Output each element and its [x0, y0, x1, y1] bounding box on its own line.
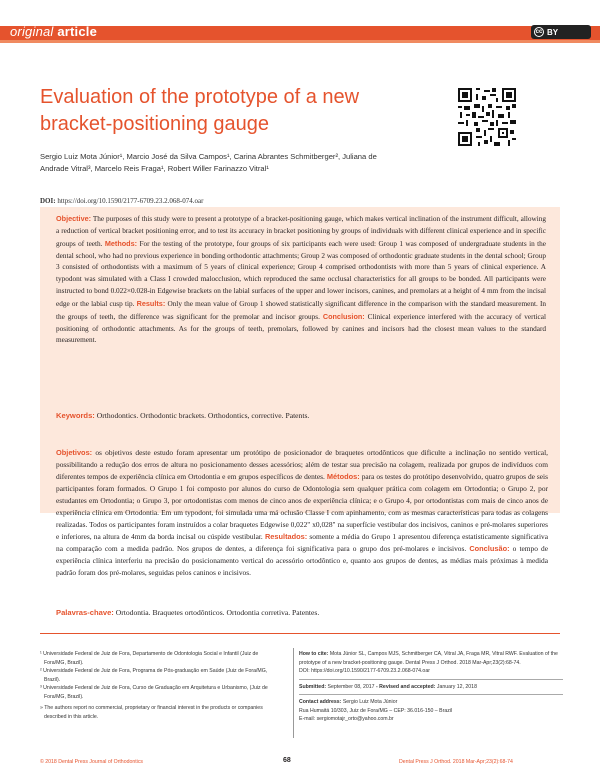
metodos-text: para os testes do protótipo desenvolvido, quatro grupos de seis participantes foram formados. O Grupo 1 foi composto por alunos do curso de Odontologia sem qualquer prática com colagem em Ortodontia; o Grupo 2, por estudantes em Ortodontia; o Grupo 3, por ortodontistas com menos de cinco anos de experiência clínica; e o Grupo 4, por ortodontistas com mais de cinco anos de experiência clínica em Ortodontia. Em um typodont, foi simulada uma má oclusão Classe I com apinhamento, com as mesmas características para todas as colagens realizadas. Todos os participantes foram instruídos a colar braquetes Edgewise 0,022" x0,028" na superfície vestibular dos incisivos, caninos e pré-molares superiores e inferiores, na altura de 4mm da borda incisal ou cúspide vestibular.: [56, 472, 548, 542]
doi-line: [40, 197, 203, 205]
section-label-bold: article: [57, 24, 98, 39]
qr-code-icon: [458, 88, 516, 146]
affiliation-3: ³ Universidade Federal de Juiz de Fora, Curso de Graduação em Arquitetura e Urbanismo, (Juiz de Fora/MG, Brazil).: [40, 685, 268, 700]
contact-address: Rua Humaitá 10/303, Juiz de Fora/MG – CEP: 36.016-150 – Brazil: [299, 707, 453, 714]
results-label: Results:: [136, 298, 166, 308]
resultados-text: somente a média do Grupo 1 apresentou diferença estatisticamente significativa na comparação com a medida padrão. Nos grupos de dentes, a diferença foi significativa para o grupo dos pré-molares e incisivos.: [56, 532, 548, 554]
palavras-label: Palavras-chave:: [56, 608, 114, 617]
page-footer: [0, 757, 600, 769]
affiliation-2: ² Universidade Federal de Juiz de Fora, Programa de Pós-graduação em Saúde (Juiz de Fora/MG, Brazil).: [40, 668, 268, 683]
citation-info: [299, 650, 563, 724]
doi-link[interactable]: https://doi.org/10.1590/2177-6709.23.2.068-074.oar: [57, 197, 204, 205]
cc-license-badge[interactable]: [531, 25, 591, 39]
conclusion-label: Conclusion:: [322, 311, 365, 321]
article-title: Evaluation of the prototype of a new bracket-positioning gauge: [40, 86, 360, 135]
accepted-date: January 12, 2018: [436, 683, 477, 690]
author-list: Sergio Luiz Mota Júnior¹, Marcio José da Silva Campos¹, Carina Abrantes Schmitberger², Juliana de Andrade Vitral³, Marcelo Reis Fraga¹, Robert Willer Farinazzo Vitral¹: [40, 152, 377, 173]
metodos-label: Métodos:: [326, 472, 360, 482]
footer-journal: Dental Press J Orthod. 2018 Mar-Apr;23(2):68-74: [399, 759, 513, 765]
header-stripe-light: [0, 40, 600, 43]
objective-text: The purposes of this study were to present a prototype of a bracket-positioning gauge, which makes vertical inclination of the instrument difficult, allowing a reduction of vertical bracket positioning error, and to test its accuracy in bracket positioning by groups of individuals with different clinical experience and in specific groups of teeth.: [56, 215, 546, 248]
doi-label: DOI:: [40, 197, 56, 205]
conclusao-label: Conclusão:: [469, 544, 510, 554]
methods-text: For the testing of the prototype, four groups of six participants each were used: Group 1 was composed of undergraduate students in the dental school, who had no previous experience in bonding orthodontic attachments; Group 2 was composed of orthodontic graduate students in the dental school; Group 3 consisted of orthodontists with a maximum of 5 years of clinical experience; Group 4 comprised orthodontists with more than 5 years of clinical experience. A typodont was simulated with a Class I crowded malocclusion, which reproduced the same occlusal characteristics for all groups to be bonded. All participants were instructed to bond 0.022×0.028-in Edgewise brackets on the labial surfaces of the upper and lower incisors, canines, and premolars at a height of 4 mm from the incisal edge or the labial cusp tip.: [56, 239, 546, 308]
page-number: 68: [283, 757, 291, 764]
contact-name: Sergio Luiz Mota Júnior: [342, 699, 398, 705]
cite-text: Mota Júnior SL, Campos MJS, Schmitberger CA, Vitral JA, Fraga MR, Vitral RWF. Evaluation of the prototype of a new bracket-positioning gauge. Dental Press J Orthod. 2018 Mar-Apr;23(2):68-74.: [299, 651, 558, 666]
palavras-text: Ortodontia. Braquetes ortodônticos. Ortodontia corretiva. Patentes.: [115, 608, 320, 617]
results-text: Only the mean value of Group 1 showed statistically significant difference in the comparison with the standard measurement. In the groups of teeth, the difference was significant for the premolar and incisor groups.: [56, 299, 547, 321]
palavras-chave: [56, 608, 548, 617]
keywords: [56, 411, 546, 420]
submitted-date: September 08, 2017: [327, 683, 375, 690]
section-label: [10, 24, 97, 39]
methods-label: Methods:: [104, 238, 138, 248]
affiliations: [40, 650, 280, 721]
abstract: [56, 213, 546, 347]
footer-copyright: © 2018 Dental Press Journal of Orthodontics: [40, 759, 144, 765]
keywords-label: Keywords:: [56, 411, 95, 420]
cc-icon: cc: [535, 29, 543, 35]
contact-label: Contact address:: [299, 699, 342, 705]
license-label: BY: [547, 27, 559, 37]
contact-divider: [299, 694, 563, 695]
cite-label: How to cite:: [299, 651, 329, 657]
submitted-label: Submitted:: [299, 683, 327, 690]
footnote-divider: [40, 633, 560, 634]
affiliation-1: ¹ Universidade Federal de Juiz de Fora, Departamento de Odontologia Social e Infantil (Juiz de Fora/MG, Brazil).: [40, 651, 259, 666]
cite-doi[interactable]: DOI: https://doi.org/10.1590/2177-6709.23.2.068-074.oar: [299, 668, 430, 674]
objective-label: Objective:: [56, 214, 92, 223]
keywords-text: Orthodontics. Orthodontic brackets. Orthodontics, corrective. Patents.: [96, 411, 310, 420]
disclosure: » The authors report no commercial, proprietary or financial interest in the products or companies described in this article.: [40, 705, 263, 720]
section-label-italic: original: [10, 24, 54, 39]
contact-email[interactable]: E-mail: sergiomotajr_orto@yahoo.com.br: [299, 716, 394, 722]
conclusion-text: Clinical experience interfered with the accuracy of vertical positioning of orthodontic attachments. As for the groups of teeth, premolars, followed by canines and incisors had the closest mean values to the standard measurement.: [56, 312, 546, 345]
objetivos-label: Objetivos:: [56, 448, 93, 457]
resumo: [56, 447, 548, 580]
citation-divider: [299, 679, 563, 680]
objetivos-text: os objetivos deste estudo foram apresentar um protótipo de posicionador de braquetes ortodônticos que dificulte a inclinação no sentido vertical, possibilitando a redução dos erros de altura no posicionamento desses acessórios; além de testar sua precisão na colagem, realizada por grupos de indivíduos com diferentes tempos de experiência clínica em Ortodontia e em grupos específicos de dentes.: [56, 448, 548, 482]
footnote-column-divider: [293, 648, 294, 738]
resultados-label: Resultados:: [264, 532, 308, 542]
conclusao-text: o tempo de experiência clínica interferiu na precisão do posicionamento vertical do acessório ortodôntico e, quanto aos grupos de dentes, as médias mais próximas à medida padrão foram dos pré-molares, seguidas pelos caninos e incisivos.: [56, 544, 549, 578]
accepted-label: - Revised and accepted:: [376, 683, 436, 690]
